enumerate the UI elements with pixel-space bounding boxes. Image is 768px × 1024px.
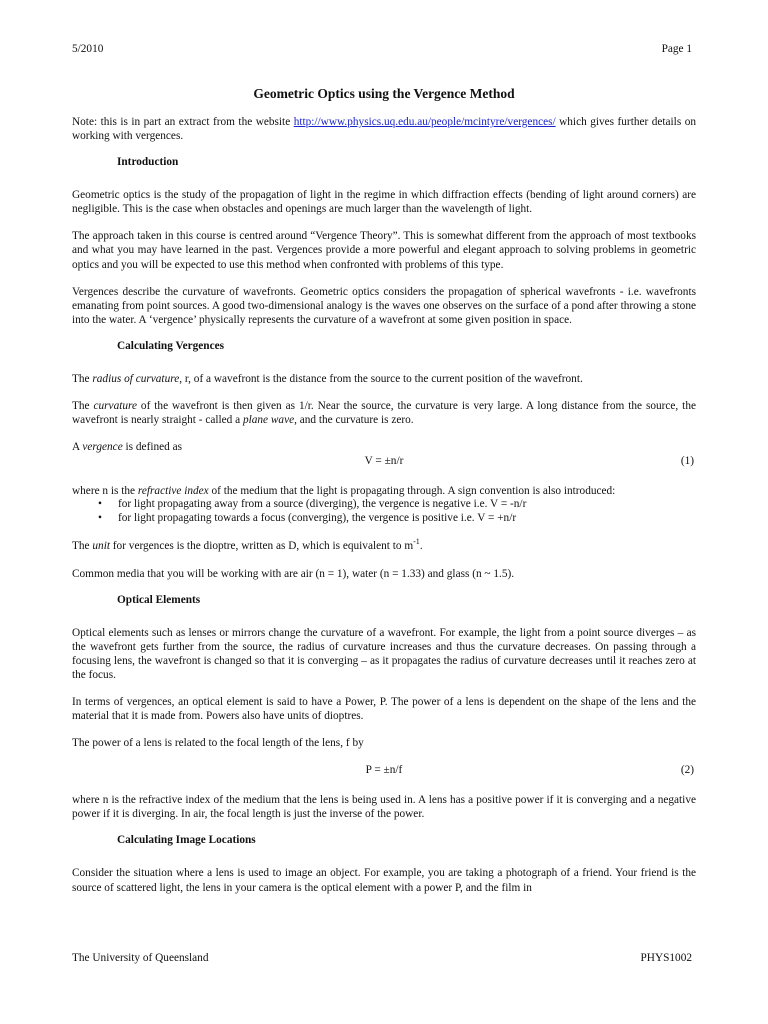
optical-paragraph-4: where n is the refractive index of the medium that the lens is being used in. A lens has a positive power if it is converging and a negative power if it is diverging. In air, the focal length is just the inverse of the power. [72, 794, 696, 821]
list-item-text: for light propagating towards a focus (converging), the vergence is positive i.e. V = +n/r [118, 511, 517, 524]
text-run: A [72, 441, 83, 454]
document-title: Geometric Optics using the Vergence Method [253, 86, 515, 101]
text-run: where n is the [72, 485, 138, 498]
page-footer [72, 952, 692, 968]
equation-2 [72, 763, 696, 778]
sign-convention-list [72, 498, 696, 525]
text-run: The [72, 540, 93, 553]
emphasis-unit: unit [92, 540, 110, 553]
vergence-unit-paragraph [72, 539, 696, 553]
footer-institution: The University of Queensland [72, 952, 209, 964]
note-prefix: Note: this is in part an extract from the website [72, 116, 294, 128]
optical-paragraph-1: Optical elements such as lenses or mirrors change the curvature of a wavefront. For example, the light from a point source diverges – as the wavefront gets further from the source, the radius of curvature increases and thus the curvature decreases. On passing through a focusing lens, the wavefront is changed so that it is converging – as it propagates the radius of curvature decreases until it reaches zero at the focus. [72, 626, 696, 681]
list-item-text: for light propagating away from a source (diverging), the vergence is negative i.e. V = -n/r [118, 498, 527, 511]
equation-1-expression: V = ±n/r [364, 455, 404, 468]
image-locations-paragraph-1: Consider the situation where a lens is used to image an object. For example, you are taking a photograph of a friend. Your friend is the source of scattered light, the lens in your camera is the optical element with a power P, and the film in [72, 867, 696, 894]
text-run: for vergences is the dioptre, written as D, which is equivalent to m [109, 540, 414, 553]
text-run: is defined as [122, 441, 183, 454]
equation-2-number: (2) [680, 764, 694, 777]
text-run: , and the curvature is zero. [294, 414, 414, 427]
optical-paragraph-2: In terms of vergences, an optical element is said to have a Power, P. The power of a lens is dependent on the shape of the lens and the material that it is made from. Powers also have units of dioptres. [72, 695, 696, 723]
text-run: of the medium that the light is propagating through. A sign convention is also introduced: [208, 485, 616, 498]
optical-paragraph-3: The power of a lens is related to the focal length of the lens, f by [72, 737, 364, 750]
bullet-icon: • [98, 498, 102, 511]
superscript: -1 [413, 537, 420, 547]
text-run: The [72, 372, 93, 385]
emphasis-refractive-index: refractive index [137, 485, 209, 498]
website-link[interactable]: http://www.physics.uq.edu.au/people/mcintyre/vergences/ [293, 116, 556, 128]
bullet-icon: • [98, 511, 102, 524]
heading-optical-elements: Optical Elements [117, 593, 201, 606]
common-media-paragraph: Common media that you will be working with are air (n = 1), water (n = 1.33) and glass (n ~ 1.5). [72, 567, 515, 580]
text-run: , r, of a wavefront is the distance from the source to the current position of the wavefront. [179, 372, 583, 385]
emphasis-curvature: curvature [93, 400, 137, 413]
equation-2-expression: P = ±n/f [365, 764, 403, 777]
emphasis-radius-of-curvature: radius of curvature [92, 372, 180, 385]
vergence-paragraph-1 [72, 372, 696, 386]
intro-paragraph-2: The approach taken in this course is centred around “Vergence Theory”. This is somewhat different from the approach of most textbooks and what you may have learned in the past. Vergences provide a more powerful and elegant approach to solving problems in geometric optics and you will be expected to use this method when confronted with problems of this type. [72, 230, 696, 271]
footer-course-code: PHYS1002 [640, 952, 692, 964]
heading-calculating-vergences: Calculating Vergences [117, 339, 225, 352]
intro-paragraph-3: Vergences describe the curvature of wavefronts. Geometric optics considers the propagation of spherical wavefronts - i.e. wavefronts emanating from point sources. A good two-dimensional analogy is the waves one observes on the surface of a pond after throwing a stone into the water. A ‘vergence’ physically represents the curvature of a wavefront at some given position in space. [72, 285, 696, 326]
vergence-paragraph-4 [72, 484, 696, 498]
equation-1-number: (1) [680, 455, 694, 468]
list-item [72, 498, 696, 512]
heading-introduction: Introduction [117, 156, 179, 169]
emphasis-vergence: vergence [82, 441, 123, 454]
intro-paragraph-1: Geometric optics is the study of the propagation of light in the regime in which diffraction effects (bending of light around corners) are negligible. This is the case when obstacles and openings are much larger than the wavelength of light. [72, 189, 696, 216]
vergence-paragraph-2 [72, 399, 696, 427]
note-paragraph [72, 115, 696, 143]
vergence-definition-intro [72, 440, 696, 454]
page-header [72, 43, 692, 59]
emphasis-plane-wave: plane wave [242, 414, 295, 427]
text-run: The [72, 400, 94, 413]
equation-1 [72, 454, 696, 469]
text-run: . [419, 540, 423, 553]
document-body [72, 86, 696, 948]
list-item [72, 512, 696, 526]
header-page-number: Page 1 [661, 43, 692, 55]
heading-calculating-image-locations: Calculating Image Locations [117, 834, 256, 847]
header-date: 5/2010 [72, 43, 104, 55]
text-run: of the wavefront is then given as 1/r. Near the source, the curvature is very large. A long distance from the source, the wavefront is nearly straight - called a [72, 400, 696, 427]
note-suffix: which gives further details on working with vergences. [72, 116, 696, 143]
